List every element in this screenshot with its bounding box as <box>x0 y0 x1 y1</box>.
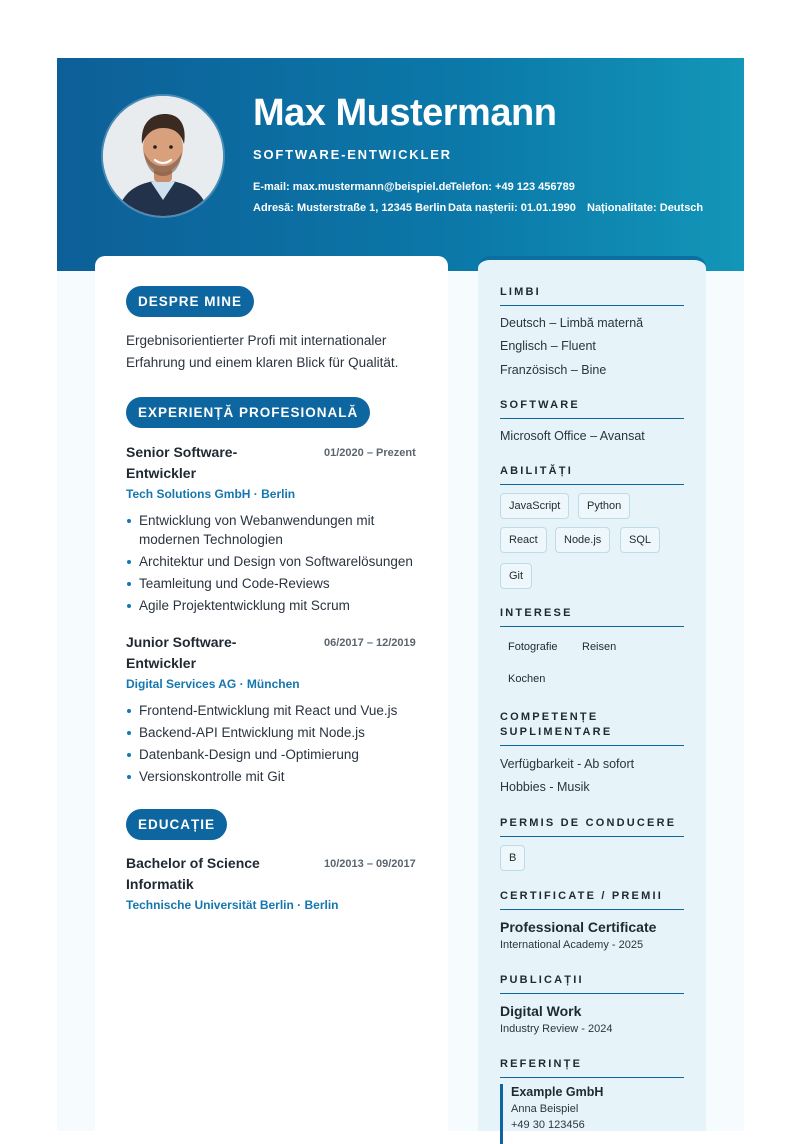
job-title-line-2: Entwickler <box>126 655 197 671</box>
contact-birthdate <box>448 202 576 214</box>
skill-tag: JavaScript <box>500 493 569 519</box>
nationality-label: Naționalitate: <box>587 202 657 214</box>
degree-line-2: Informatik <box>126 876 194 892</box>
reference-entry <box>500 1084 603 1144</box>
publication-title: Digital Work <box>500 1003 582 1019</box>
contact-address <box>253 202 446 214</box>
skill-tag: Python <box>578 493 630 519</box>
about-text-line-2: Erfahrung und einem klaren Blick für Qualität. <box>126 355 399 370</box>
sidebar-heading-extra-skills <box>500 710 684 746</box>
section-title-education: EDUCAȚIE <box>126 809 227 840</box>
sidebar-heading-software: SOFTWARE <box>500 398 684 419</box>
sidebar-heading-interests: INTERESE <box>500 606 684 627</box>
education-date: 10/2013 – 09/2017 <box>324 858 416 870</box>
job-company: Digital Services AG · München <box>126 677 300 691</box>
profile-photo <box>103 96 223 216</box>
sidebar-heading-certificates: CERTIFICATE / PREMII <box>500 889 684 910</box>
sidebar-heading-license: PERMIS DE CONDUCERE <box>500 816 684 837</box>
section-title-about: DESPRE MINE <box>126 286 254 317</box>
certificate-detail: International Academy - 2025 <box>500 939 644 951</box>
job-title-line-2: Entwickler <box>126 465 197 481</box>
person-photo-icon <box>103 96 223 216</box>
address-value: Musterstraße 1, 12345 Berlin <box>297 202 447 214</box>
job-company: Tech Solutions GmbH · Berlin <box>126 487 296 501</box>
skill-tag: React <box>500 527 547 553</box>
skill-tag: SQL <box>620 527 660 553</box>
job-title-line-1: Junior Software- <box>126 634 237 650</box>
sidebar-heading-skills: ABILITĂȚI <box>500 464 684 485</box>
phone-label: Telefon: <box>450 181 492 193</box>
about-text-line-1: Ergebnisorientierter Profi mit internationaler <box>126 333 387 348</box>
language-item: Englisch – Fluent <box>500 339 596 353</box>
job-title-line-1: Senior Software- <box>126 444 238 460</box>
language-item: Französisch – Bine <box>500 363 607 377</box>
list-item: Entwicklung von Webanwendungen mit modernen Technologien <box>126 511 416 549</box>
main-column <box>95 256 448 1131</box>
contact-email <box>253 181 451 193</box>
degree-title <box>126 853 260 895</box>
list-item: Agile Projektentwicklung mit Scrum <box>126 596 416 615</box>
list-item: Datenbank-Design und -Optimierung <box>126 745 426 764</box>
interest-item: Fotografie <box>508 641 558 653</box>
birth-label: Data nașterii: <box>448 202 518 214</box>
phone-value[interactable]: +49 123 456789 <box>495 181 575 193</box>
birth-value: 01.01.1990 <box>520 202 576 214</box>
nationality-value: Deutsch <box>659 202 704 214</box>
job-title <box>126 442 237 484</box>
job-duties-list <box>126 701 426 789</box>
section-title-experience: EXPERIENȚĂ PROFESIONALĂ <box>126 397 370 428</box>
publication-detail: Industry Review - 2024 <box>500 1023 613 1035</box>
license-tag: B <box>500 845 525 871</box>
extra-item: Hobbies - Musik <box>500 780 590 794</box>
job-role: SOFTWARE-ENTWICKLER <box>253 147 452 162</box>
email-label: E-mail: <box>253 181 290 193</box>
list-item: Teamleitung und Code-Reviews <box>126 574 416 593</box>
list-item: Backend-API Entwicklung mit Node.js <box>126 723 426 742</box>
language-item: Deutsch – Limbă maternă <box>500 316 644 330</box>
skill-tag: Node.js <box>555 527 610 553</box>
reference-company: Example GmbH <box>511 1085 604 1099</box>
interest-item: Kochen <box>508 673 546 685</box>
reference-person: Anna Beispiel <box>511 1103 579 1115</box>
extra-heading-line-1: COMPETENȚE <box>500 711 599 723</box>
school-name: Technische Universität Berlin · Berlin <box>126 898 339 912</box>
sidebar-heading-publications: PUBLICAȚII <box>500 973 684 994</box>
sidebar-column <box>478 256 706 1131</box>
job-title <box>126 632 236 674</box>
software-item: Microsoft Office – Avansat <box>500 429 645 443</box>
list-item: Frontend-Entwicklung mit React und Vue.js <box>126 701 426 720</box>
candidate-name: Max Mustermann <box>253 92 557 134</box>
email-value[interactable]: max.mustermann@beispiel.de <box>292 181 452 193</box>
interest-item: Reisen <box>582 641 617 653</box>
sidebar-heading-languages: LIMBI <box>500 285 684 306</box>
job-date: 01/2020 – Prezent <box>324 447 416 459</box>
skill-tag: Git <box>500 563 532 589</box>
job-date: 06/2017 – 12/2019 <box>324 637 416 649</box>
list-item: Versionskontrolle mit Git <box>126 767 426 786</box>
reference-phone[interactable]: +49 30 123456 <box>511 1119 585 1131</box>
extra-item: Verfügbarkeit - Ab sofort <box>500 757 635 771</box>
contact-phone <box>450 181 575 193</box>
certificate-title: Professional Certificate <box>500 919 657 935</box>
sidebar-heading-references: REFERINȚE <box>500 1057 684 1078</box>
degree-line-1: Bachelor of Science <box>126 855 260 871</box>
extra-heading-line-2: SUPLIMENTARE <box>500 726 613 738</box>
job-duties-list <box>126 511 416 618</box>
list-item: Architektur und Design von Softwarelösungen <box>126 552 416 571</box>
address-label: Adresă: <box>253 202 294 214</box>
contact-nationality <box>587 202 703 214</box>
